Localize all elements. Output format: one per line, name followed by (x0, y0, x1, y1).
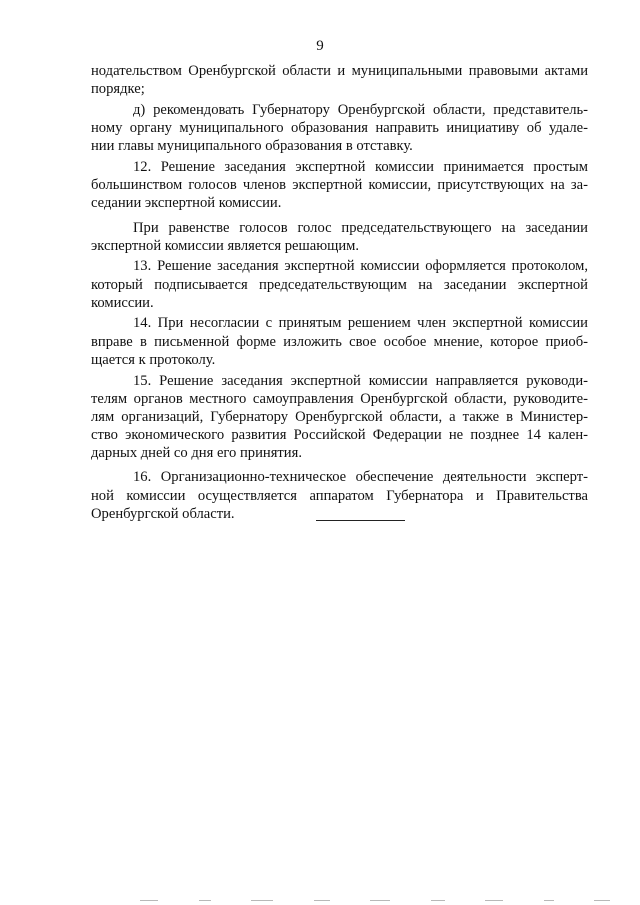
paragraph-12 (91, 158, 588, 213)
paragraph-12-tie-vote (91, 219, 588, 255)
paragraph-item-d (91, 101, 588, 156)
text-line: комиссии. (91, 294, 154, 311)
text-line: При равенстве голосов голос председательствующего на заседании (133, 219, 588, 236)
paragraph-16 (91, 468, 588, 523)
text-line: телям органов местного самоуправления Оренбургской области, руководите- (91, 390, 588, 407)
text-line: ному органу муниципального образования направить инициативу об удале- (91, 120, 588, 137)
text-line: вправе в письменной форме изложить свое особое мнение, которое приоб- (91, 333, 588, 350)
text-line: ной комиссии осуществляется аппаратом Губернатора и Правительства (91, 487, 588, 504)
text-line: 16. Организационно-техническое обеспечение деятельности эксперт- (133, 469, 588, 486)
text-line: щается к протоколу. (91, 351, 216, 368)
text-line: 12. Решение заседания экспертной комиссии принимается простым (133, 158, 588, 175)
text-line: экспертной комиссии является решающим. (91, 237, 360, 254)
text-line: дарных дней со дня его принятия. (91, 445, 302, 462)
text-line: 14. При несогласии с принятым решением член экспертной комиссии (133, 315, 588, 332)
paragraph-15 (91, 372, 588, 463)
text-line: ство экономического развития Российской Федерации не позднее 14 кален- (91, 427, 588, 444)
text-line: который подписывается председательствующим на заседании экспертной (91, 276, 588, 293)
text-line: д) рекомендовать Губернатору Оренбургской области, представитель- (133, 101, 588, 118)
text-line: 13. Решение заседания экспертной комиссии оформляется протоколом, (133, 258, 588, 275)
paragraph-continuation (91, 62, 588, 98)
text-line: большинством голосов членов экспертной комиссии, присутствующих на за- (91, 177, 588, 194)
end-of-document-rule (316, 520, 405, 521)
text-line: порядке; (91, 81, 145, 98)
paragraph-14 (91, 314, 588, 369)
text-line: Оренбургской области. (91, 505, 235, 522)
text-line: 15. Решение заседания экспертной комиссии направляется руководи- (133, 372, 588, 389)
text-line: лям организаций, Губернатору Оренбургской области, а также в Министер- (91, 408, 588, 425)
paragraph-13 (91, 257, 588, 312)
text-line: седании экспертной комиссии. (91, 195, 282, 212)
text-line: нодательством Оренбургской области и муниципальными правовыми актами (91, 63, 588, 79)
page-number: 9 (316, 38, 324, 54)
document-body (91, 62, 588, 523)
text-line: нии главы муниципального образования в отставку. (91, 138, 413, 155)
scan-footer-artifact (140, 899, 610, 902)
